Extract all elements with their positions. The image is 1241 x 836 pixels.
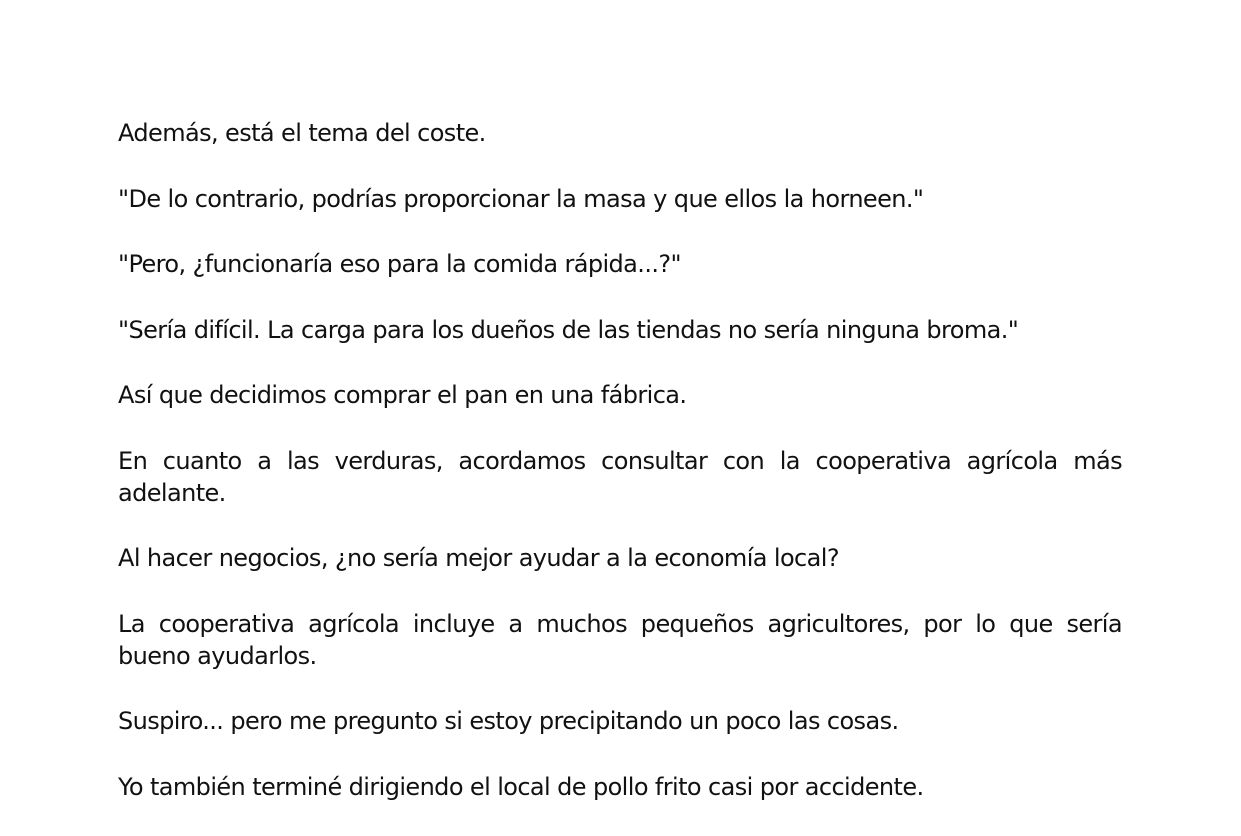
- paragraph-2: "De lo contrario, podrías proporcionar la masa y que ellos la horneen.": [118, 184, 924, 213]
- paragraph-6: En cuanto a las verduras, acordamos consultar con la cooperativa agrícola más adelante.: [118, 446, 1122, 507]
- paragraph-3: "Pero, ¿funcionaría eso para la comida rápida...?": [118, 250, 681, 278]
- paragraph-4: "Sería difícil. La carga para los dueños de las tiendas no sería ninguna broma.": [118, 315, 1019, 344]
- paragraph-9: Suspiro... pero me pregunto si estoy precipitando un poco las cosas.: [118, 707, 899, 735]
- document-body: [118, 117, 1122, 836]
- paragraph-8: La cooperativa agrícola incluye a muchos pequeños agricultores, por lo que sería bueno ayudarlos.: [118, 609, 1122, 670]
- paragraph-5: Así que decidimos comprar el pan en una fábrica.: [118, 381, 687, 409]
- paragraph-1: Además, está el tema del coste.: [118, 119, 486, 147]
- paragraph-7: Al hacer negocios, ¿no sería mejor ayudar a la economía local?: [118, 544, 839, 572]
- paragraph-10: Yo también terminé dirigiendo el local de pollo frito casi por accidente.: [118, 772, 924, 801]
